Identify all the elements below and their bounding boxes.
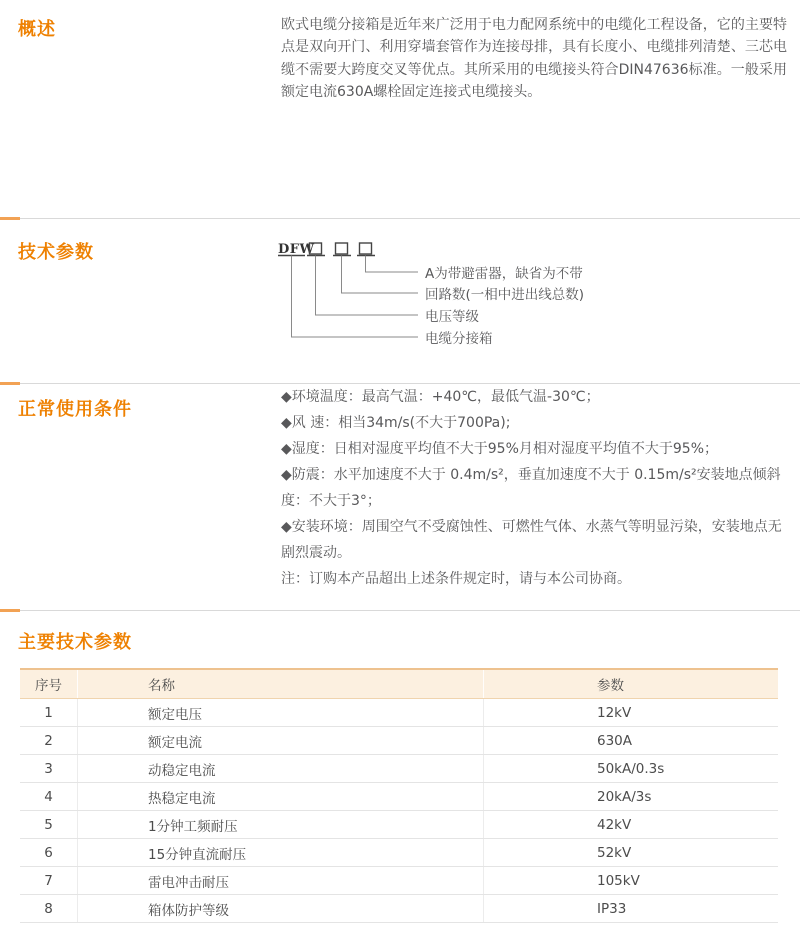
cell-value: 12kV: [483, 699, 778, 726]
diagram-label-voltage: 电压等级: [425, 309, 479, 325]
model-designation-diagram: [278, 242, 798, 350]
conditions-heading: 正常使用条件: [18, 399, 132, 420]
cell-value: 42kV: [483, 811, 778, 838]
cell-no: 1: [44, 704, 53, 721]
cell-no: 3: [44, 760, 53, 777]
table-row: [20, 867, 778, 895]
cell-no: 8: [44, 900, 53, 917]
table-row: [20, 755, 778, 783]
section-divider: [0, 217, 800, 220]
cell-value: 630A: [483, 727, 778, 754]
parameters-table: [20, 668, 778, 923]
table-row: [20, 783, 778, 811]
section-divider: [0, 609, 800, 612]
cell-value: 20kA/3s: [483, 783, 778, 810]
overview-heading: 概述: [18, 19, 56, 40]
divider-line: [20, 218, 800, 219]
cell-no: 4: [44, 788, 53, 805]
diagram-label-box-type: 电缆分接箱: [425, 331, 493, 347]
condition-note: 注：订购本产品超出上述条件规定时，请与本公司协商。: [281, 571, 631, 587]
cell-no: 5: [44, 816, 53, 833]
cell-name: 1分钟工频耐压: [77, 811, 483, 838]
condition-item-environment: ◆安装环境：周围空气不受腐蚀性、可燃性气体、水蒸气等明显污染，安装地点无剧烈震动。: [281, 519, 782, 561]
tech-params-heading: 技术参数: [18, 242, 94, 263]
table-row: [20, 895, 778, 923]
cell-value: 52kV: [483, 839, 778, 866]
cell-name: 箱体防护等级: [77, 895, 483, 922]
table-row: [20, 699, 778, 727]
table-header-row: [20, 668, 778, 699]
divider-accent-segment: [0, 217, 20, 220]
divider-accent-segment: [0, 609, 20, 612]
column-header-name: 名称: [77, 670, 483, 698]
table-row: [20, 839, 778, 867]
condition-item-shock: ◆防震：水平加速度不大于 0.4m/s²，垂直加速度不大于 0.15m/s²安装地点倾斜度：不大于3°；: [281, 467, 781, 509]
divider-accent-segment: [0, 382, 20, 385]
cell-no: 6: [44, 844, 53, 861]
condition-item-wind: ◆风 速：相当34m/s(不大于700Pa);: [281, 415, 511, 431]
cell-name: 动稳定电流: [77, 755, 483, 782]
column-header-value: 参数: [483, 670, 778, 698]
main-table-heading: 主要技术参数: [18, 632, 132, 653]
divider-line: [20, 610, 800, 611]
cell-name: 雷电冲击耐压: [77, 867, 483, 894]
cell-name: 额定电流: [77, 727, 483, 754]
condition-item-temperature: ◆环境温度：最高气温：+40℃，最低气温-30℃；: [281, 389, 600, 405]
cell-name: 15分钟直流耐压: [77, 839, 483, 866]
model-prefix-text: DFW: [278, 242, 315, 257]
cell-value: 105kV: [483, 867, 778, 894]
cell-no: 7: [44, 872, 53, 889]
cell-value: IP33: [483, 895, 778, 922]
table-row: [20, 811, 778, 839]
cell-value: 50kA/0.3s: [483, 755, 778, 782]
table-row: [20, 727, 778, 755]
condition-item-humidity: ◆湿度：日相对湿度平均值不大于95%月相对湿度平均值不大于95%；: [281, 441, 718, 457]
cell-no: 2: [44, 732, 53, 749]
diagram-label-circuits: 回路数(一相中进出线总数): [425, 287, 585, 303]
diagram-lines: [278, 242, 423, 347]
overview-paragraph: 欧式电缆分接箱是近年来广泛用于电力配网系统中的电缆化工程设备，它的主要特点是双向开门、利用穿墙套管作为连接母排，具有长度小、电缆排列清楚、三芯电缆不需要大跨度交叉等优点。其所采用的电缆接头符合DIN47636标准。一般采用额定电流630A螺栓固定连接式电缆接头。: [281, 17, 787, 100]
column-header-no: 序号: [35, 678, 62, 694]
conditions-list: [281, 384, 786, 592]
diagram-label-arrester: A为带避雷器，缺省为不带: [425, 266, 583, 282]
cell-name: 额定电压: [77, 699, 483, 726]
cell-name: 热稳定电流: [77, 783, 483, 810]
